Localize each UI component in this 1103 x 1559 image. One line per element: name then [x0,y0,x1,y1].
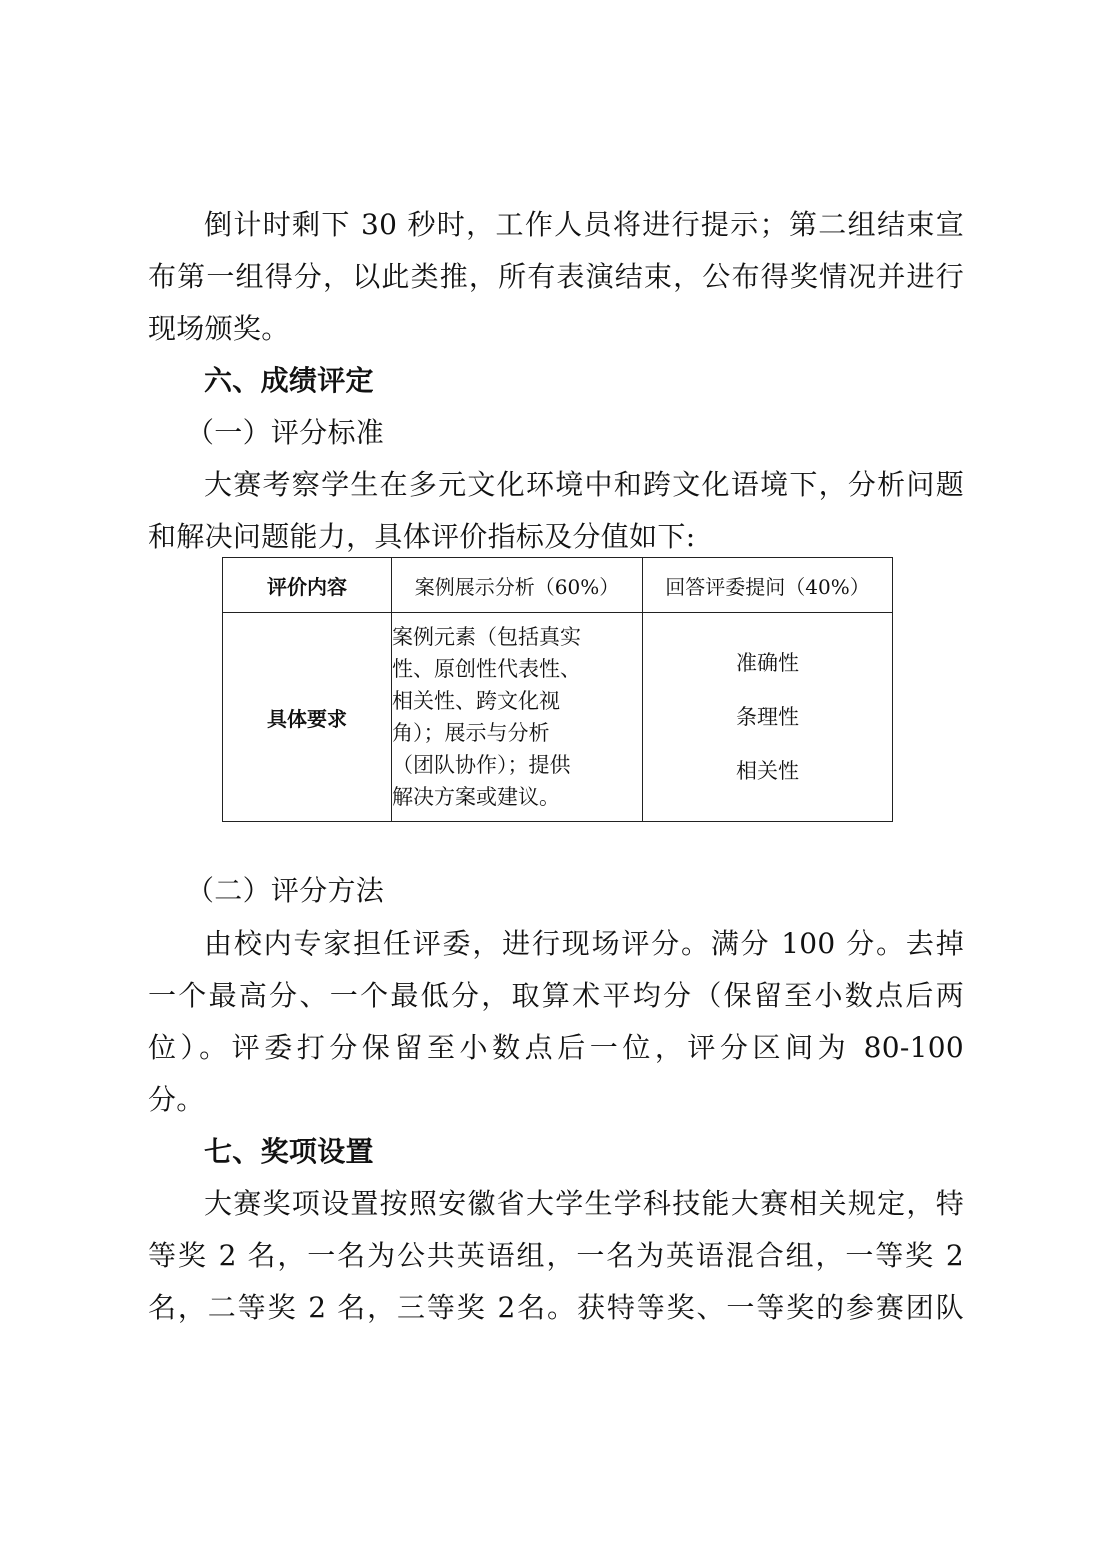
section-7-heading: 七、奖项设置 [204,1135,374,1168]
evaluation-table [222,557,893,822]
paragraph-2-line-1: 大赛考察学生在多元文化环境中和跨文化语境下，分析问题 [204,468,964,501]
criterion-relevance: 相关性 [736,759,799,783]
paragraph-3-line-2: 一个最高分、一个最低分，取算术平均分（保留至小数点后两 [148,979,964,1012]
criterion-logic: 条理性 [736,705,799,729]
paragraph-3-line-1: 由校内专家担任评委，进行现场评分。满分 100 分。去掉 [204,927,964,960]
table-header-case-analysis: 案例展示分析（60%） [392,558,643,613]
criterion-accuracy: 准确性 [736,651,799,675]
table-header-evaluation-content: 评价内容 [223,558,392,613]
paragraph-1-line-1: 倒计时剩下 30 秒时，工作人员将进行提示；第二组结束宣 [204,208,964,241]
case-requirement-line: 案例元素（包括真实 [392,625,581,649]
paragraph-2-line-2: 和解决问题能力，具体评价指标及分值如下: [148,520,696,553]
paragraph-4-line-3: 名，二等奖 2 名，三等奖 2名。获特等奖、一等奖的参赛团队 [148,1291,964,1324]
case-requirement-line: 解决方案或建议。 [392,785,560,809]
paragraph-1-line-2: 布第一组得分，以此类推，所有表演结束，公布得奖情况并进行 [148,260,964,293]
section-6-heading: 六、成绩评定 [204,364,374,397]
paragraph-3-line-4: 分。 [148,1083,205,1116]
paragraph-3-line-3: 位）。评委打分保留至小数点后一位，评分区间为 80-100 [148,1031,964,1064]
table-cell-case-requirements [392,613,643,822]
case-requirement-line: 性、原创性代表性、 [392,657,581,681]
case-requirement-line: 相关性、跨文化视 [392,689,560,713]
paragraph-4-line-2: 等奖 2 名，一名为公共英语组，一名为英语混合组，一等奖 2 [148,1239,964,1272]
table-header-row [223,558,893,613]
paragraph-1-line-3: 现场颁奖。 [148,312,290,345]
table-cell-answer-criteria [643,613,893,822]
paragraph-4-line-1: 大赛奖项设置按照安徽省大学生学科技能大赛相关规定，特 [204,1187,964,1220]
table-row-requirements [223,613,893,822]
subsection-6-1-heading: （一）评分标准 [186,416,385,449]
table-header-answer-questions: 回答评委提问（40%） [643,558,893,613]
table-row-label: 具体要求 [223,613,392,822]
case-requirement-line: （团队协作）；提供 [392,753,571,777]
case-requirement-line: 角）；展示与分析 [392,721,550,745]
subsection-6-2-heading: （二）评分方法 [186,874,385,907]
